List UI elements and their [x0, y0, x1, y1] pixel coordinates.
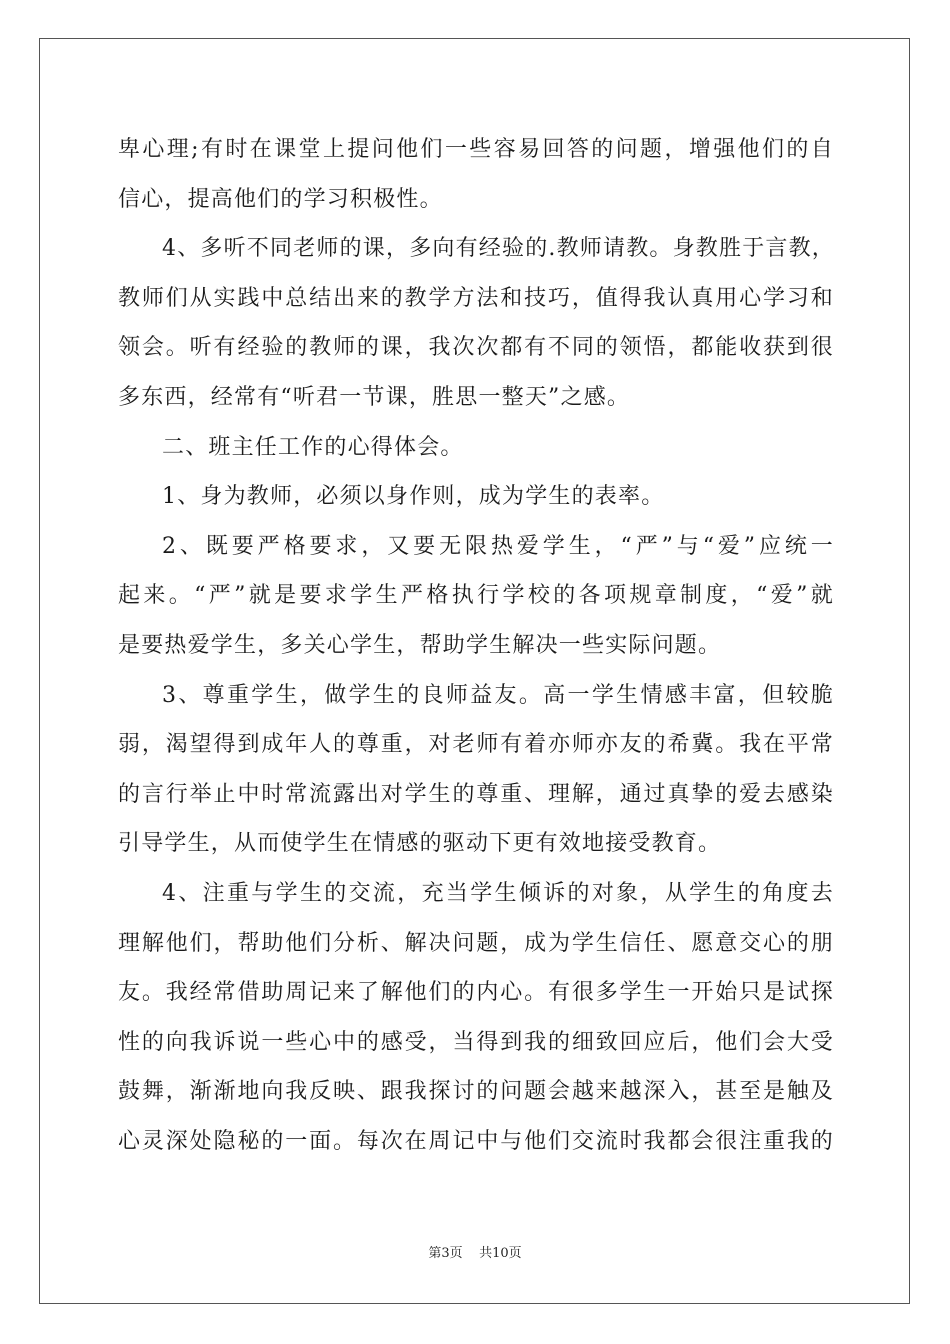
- text-line: 教师们从实践中总结出来的教学方法和技巧，值得我认真用心学习和: [118, 285, 834, 311]
- text-line: 二、班主任工作的心得体会。: [162, 434, 464, 460]
- text-line: 信心，提高他们的学习积极性。: [118, 186, 443, 212]
- text-line: 1、身为教师，必须以身作则，成为学生的表率。: [162, 484, 665, 510]
- page-total: 共10页: [479, 1246, 522, 1261]
- text-line: 鼓舞，渐渐地向我反映、跟我探讨的问题会越来越深入，甚至是触及: [118, 1079, 834, 1105]
- text-line: 4、多听不同老师的课，多向有经验的.教师请教。身教胜于言教，: [162, 236, 835, 262]
- text-line: 心灵深处隐秘的一面。每次在周记中与他们交流时我都会很注重我的: [118, 1128, 834, 1154]
- text-line: 理解他们，帮助他们分析、解决问题，成为学生信任、愿意交心的朋: [118, 930, 834, 956]
- text-line: 起来。“严”就是要求学生严格执行学校的各项规章制度，“爱”就: [118, 583, 834, 609]
- text-line: 4、注重与学生的交流，充当学生倾诉的对象，从学生的角度去: [162, 880, 834, 906]
- text-line: 领会。听有经验的教师的课，我次次都有不同的领悟，都能收获到很: [118, 335, 834, 361]
- text-line: 多东西，经常有“听君一节课，胜思一整天”之感。: [118, 384, 631, 410]
- document-body: [118, 125, 834, 1166]
- text-line: 弱，渴望得到成年人的尊重，对老师有着亦师亦友的希冀。我在平常: [118, 732, 834, 758]
- text-line: 的言行举止中时常流露出对学生的尊重、理解，通过真挚的爱去感染: [118, 781, 834, 807]
- page-number: 第3页: [428, 1246, 463, 1261]
- text-line: 3、尊重学生，做学生的良师益友。高一学生情感丰富，但较脆: [162, 682, 834, 708]
- text-line: 卑心理;有时在课堂上提问他们一些容易回答的问题，增强他们的自: [118, 137, 834, 162]
- text-line: 引导学生，从而使学生在情感的驱动下更有效地接受教育。: [118, 831, 722, 857]
- text-line: 2、既要严格要求，又要无限热爱学生，“严”与“爱”应统一: [162, 533, 834, 559]
- text-line: 友。我经常借助周记来了解他们的内心。有很多学生一开始只是试探: [118, 980, 834, 1006]
- text-line: 性的向我诉说一些心中的感受，当得到我的细致回应后，他们会大受: [118, 1029, 834, 1055]
- page-footer: [0, 1242, 950, 1261]
- text-line: 是要热爱学生，多关心学生，帮助学生解决一些实际问题。: [118, 632, 722, 658]
